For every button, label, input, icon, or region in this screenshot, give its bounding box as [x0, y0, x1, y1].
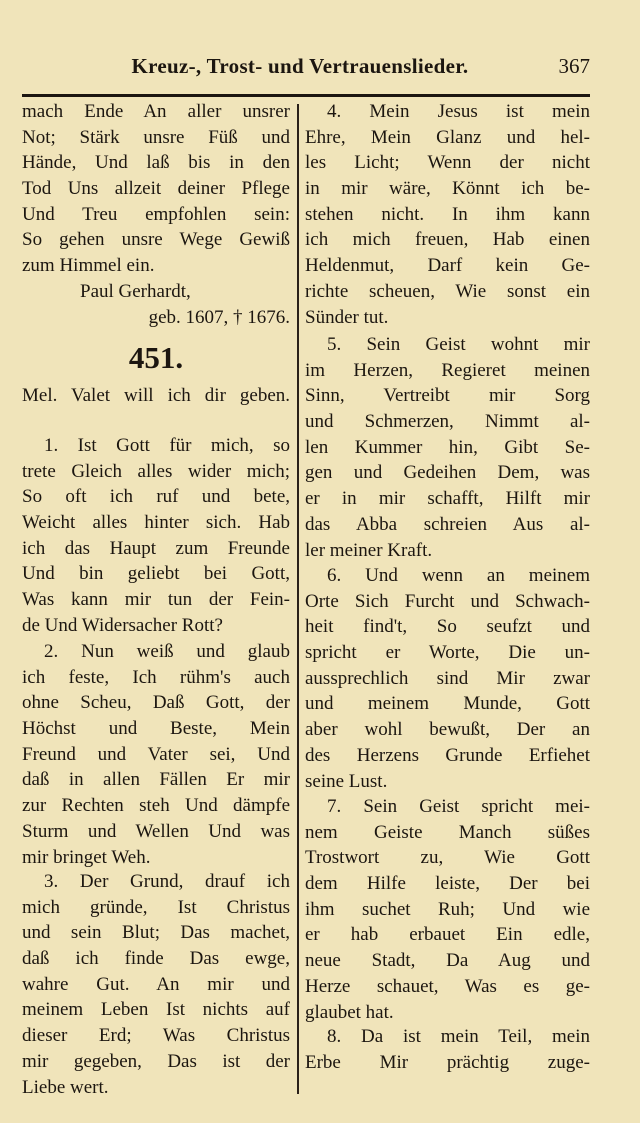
verse-line: wahre Gut. An mir und: [22, 973, 290, 995]
verse-line: Was kann mir tun der Fein-: [22, 589, 290, 611]
verse-line: Weicht alles hinter sich. Hab: [22, 512, 290, 534]
verse-line: Sturm und Wellen Und was: [22, 820, 290, 842]
verse-line: ich das Haupt zum Freunde: [22, 537, 290, 559]
stanza-6: [305, 563, 590, 794]
stanza-4: [305, 99, 590, 330]
verse-line: de Und Widersacher Rott?: [22, 614, 223, 636]
verse-line: nem Geiste Manch süßes: [305, 821, 590, 843]
verse-line: Heldenmut, Darf kein Ge-: [305, 255, 590, 277]
verse-line: daß in allen Fällen Er mir: [22, 769, 290, 791]
verse-line: er in mir schafft, Hilft mir: [305, 488, 590, 510]
running-header-title: Kreuz-, Trost- und Vertrauenslieder.: [131, 54, 469, 78]
verse-line: seine Lust.: [305, 770, 388, 792]
stanza-8: [305, 1024, 590, 1075]
verse-line: in mir wäre, Könnt ich be-: [305, 178, 590, 200]
verse-line: Erbe Mir prächtig zuge-: [305, 1051, 590, 1073]
verse-line: im Herzen, Regieret meinen: [305, 359, 590, 381]
verse-line: des Herzens Grunde Erfiehet: [305, 744, 590, 766]
verse-line: Tod Uns allzeit deiner Pflege: [22, 178, 290, 200]
verse-line: dem Hilfe leiste, Der bei: [305, 873, 590, 895]
verse-line: Liebe wert.: [22, 1076, 109, 1098]
column-divider: [297, 104, 299, 1094]
stanza-5: [305, 332, 590, 563]
verse-line: mach Ende An aller unsrer: [22, 101, 290, 122]
verse-line: Ehre, Mein Glanz und hel-: [305, 126, 590, 148]
verse-line: neue Stadt, Da Aug und: [305, 950, 590, 972]
verse-line: stehen nicht. In ihm kann: [305, 203, 590, 225]
verse-line: 8. Da ist mein Teil, mein: [327, 1026, 590, 1047]
verse-line: aber wohl bewußt, Der an: [305, 719, 590, 741]
verse-line: mich gründe, Ist Christus: [22, 896, 290, 918]
verse-line: Trostwort zu, Wie Gott: [305, 847, 590, 869]
verse-line: meinem Leben Ist nichts auf: [22, 999, 290, 1021]
verse-line: trete Gleich alles wider mich;: [22, 460, 290, 482]
verse-line: So oft ich ruf und bete,: [22, 486, 290, 508]
verse-line: les Licht; Wenn der nicht: [305, 152, 590, 174]
verse-line: 5. Sein Geist wohnt mir: [327, 334, 590, 355]
verse-line: 1. Ist Gott für mich, so: [44, 435, 290, 456]
verse-line: zur Rechten steh Und dämpfe: [22, 795, 290, 817]
verse-line: Hände, Und laß bis in den: [22, 152, 290, 174]
verse-line: Herze schauet, Was es ge-: [305, 975, 590, 997]
hymn-number: 451.: [128, 340, 184, 375]
verse-line: len Kummer hin, Gibt Se-: [305, 436, 590, 458]
melody-line: Mel. Valet will ich dir geben.: [22, 385, 290, 406]
verse-line: zum Himmel ein.: [22, 255, 155, 277]
verse-line: Und Treu empfohlen sein:: [22, 203, 290, 225]
verse-line: das Abba schreien Aus al-: [305, 513, 590, 535]
verse-line: richte scheuen, Wie sonst ein: [305, 280, 590, 302]
verse-line: Not; Stärk unsre Füß und: [22, 126, 290, 148]
verse-line: glaubet hat.: [305, 1001, 394, 1023]
verse-line: ler meiner Kraft.: [305, 539, 433, 561]
stanza-7: [305, 794, 590, 1025]
verse-line: dieser Erd; Was Christus: [22, 1025, 290, 1047]
verse-line: heit find't, So seufzt und: [305, 616, 590, 638]
stanza-3: [22, 869, 290, 1100]
continued-stanza: [22, 99, 290, 279]
author-name: Paul Gerhardt,: [80, 281, 191, 302]
verse-line: 4. Mein Jesus ist mein: [327, 101, 590, 122]
verse-line: er hab erbauet Ein edle,: [305, 924, 590, 946]
verse-line: Orte Sich Furcht und Schwach-: [305, 590, 590, 612]
verse-line: 6. Und wenn an meinem: [327, 565, 590, 586]
verse-line: und Schmerzen, Nimmt al-: [305, 411, 590, 433]
verse-line: ich feste, Ich rühm's auch: [22, 666, 290, 688]
verse-line: und meinem Munde, Gott: [305, 693, 590, 715]
verse-line: gen und Gedeihen Dem, was: [305, 462, 590, 484]
verse-line: ihm suchet Ruh; Und wie: [305, 898, 590, 920]
verse-line: ohne Scheu, Daß Gott, der: [22, 692, 290, 714]
verse-line: spricht er Worte, Die un-: [305, 642, 590, 664]
verse-line: Höchst und Beste, Mein: [22, 718, 290, 740]
verse-line: aussprechlich sind Mir zwar: [305, 667, 590, 689]
verse-line: Und bin geliebt bei Gott,: [22, 563, 290, 585]
verse-line: und sein Blut; Das machet,: [22, 922, 290, 944]
verse-line: 3. Der Grund, drauf ich: [44, 871, 290, 892]
page-number: 367: [558, 54, 590, 78]
verse-line: So gehen unsre Wege Gewiß: [22, 229, 290, 251]
stanza-2: [22, 639, 290, 870]
verse-line: mir bringet Weh.: [22, 846, 151, 868]
verse-line: 7. Sein Geist spricht mei-: [327, 796, 590, 817]
verse-line: Freund und Vater sei, Und: [22, 743, 290, 765]
verse-line: Sünder tut.: [305, 306, 389, 328]
author-credit: [22, 279, 290, 330]
verse-line: mir gegeben, Das ist der: [22, 1050, 290, 1072]
verse-line: Sinn, Vertreibt mir Sorg: [305, 385, 590, 407]
header-rule: [22, 94, 590, 97]
stanza-1: [22, 433, 290, 639]
verse-line: ich mich freuen, Hab einen: [305, 229, 590, 251]
verse-line: daß ich finde Das ewge,: [22, 948, 290, 970]
author-dates: geb. 1607, † 1676.: [148, 306, 290, 328]
verse-line: 2. Nun weiß und glaub: [44, 641, 290, 662]
